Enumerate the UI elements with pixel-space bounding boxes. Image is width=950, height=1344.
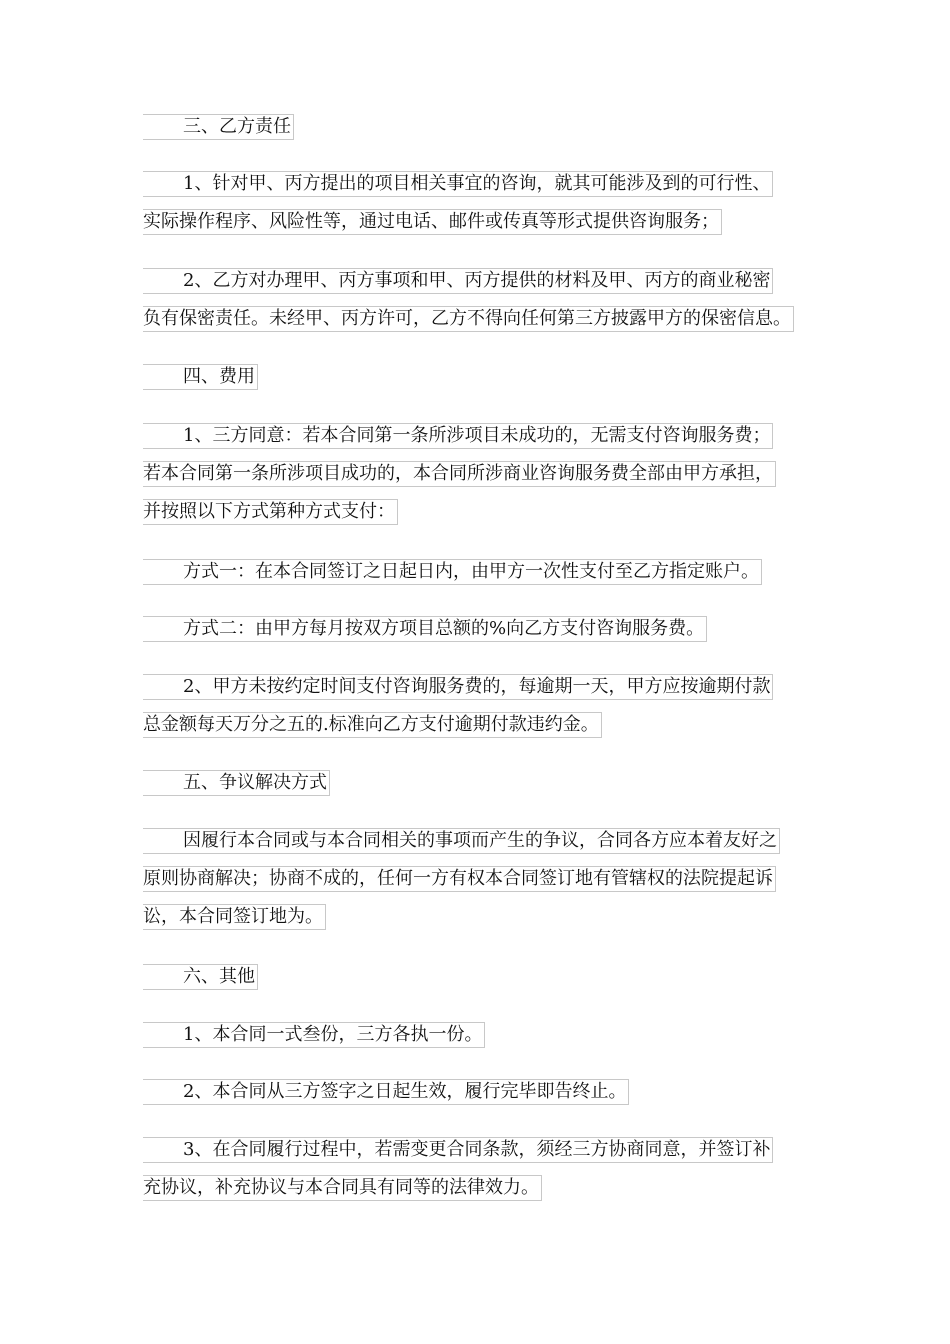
paragraph-line: 1、三方同意：若本合同第一条所涉项目未成功的，无需支付咨询服务费； <box>143 423 773 449</box>
paragraph-line: 负有保密责任。未经甲、丙方许可，乙方不得向任何第三方披露甲方的保密信息。 <box>143 306 794 332</box>
heading-party-b-responsibility <box>143 108 823 146</box>
paragraph-dispute <box>143 822 823 936</box>
paragraph-payment-method-2 <box>143 610 823 648</box>
paragraph-other-2 <box>143 1073 823 1111</box>
paragraph-fees-1 <box>143 417 823 531</box>
paragraph-line: 四、费用 <box>143 364 258 390</box>
paragraph-line: 方式一：在本合同签订之日起日内，由甲方一次性支付至乙方指定账户。 <box>143 559 762 585</box>
paragraph-line: 2、甲方未按约定时间支付咨询服务费的，每逾期一天，甲方应按逾期付款 <box>143 674 773 700</box>
paragraph-line: 1、本合同一式叁份，三方各执一份。 <box>143 1022 485 1048</box>
heading-fees <box>143 358 823 396</box>
paragraph-line: 充协议，补充协议与本合同具有同等的法律效力。 <box>143 1175 542 1201</box>
paragraph-line: 总金额每天万分之五的.标准向乙方支付逾期付款违约金。 <box>143 712 602 738</box>
paragraph-line: 五、争议解决方式 <box>143 770 330 796</box>
paragraph-b-1 <box>143 165 823 241</box>
paragraph-line: 因履行本合同或与本合同相关的事项而产生的争议，合同各方应本着友好之 <box>143 828 780 854</box>
paragraph-other-3 <box>143 1131 823 1207</box>
paragraph-line: 实际操作程序、风险性等，通过电话、邮件或传真等形式提供咨询服务； <box>143 209 722 235</box>
paragraph-line: 讼，本合同签订地为。 <box>143 904 326 930</box>
paragraph-payment-method-1 <box>143 553 823 591</box>
paragraph-line: 方式二：由甲方每月按双方项目总额的%向乙方支付咨询服务费。 <box>143 616 707 642</box>
paragraph-line: 原则协商解决；协商不成的，任何一方有权本合同签订地有管辖权的法院提起诉 <box>143 866 776 892</box>
heading-dispute-resolution <box>143 764 823 802</box>
paragraph-line: 并按照以下方式第种方式支付： <box>143 499 398 525</box>
paragraph-line: 1、针对甲、丙方提出的项目相关事宜的咨询，就其可能涉及到的可行性、 <box>143 171 773 197</box>
paragraph-line: 2、本合同从三方签字之日起生效，履行完毕即告终止。 <box>143 1079 629 1105</box>
paragraph-line: 三、乙方责任 <box>143 114 294 140</box>
heading-other <box>143 958 823 996</box>
paragraph-line: 六、其他 <box>143 964 258 990</box>
paragraph-b-2 <box>143 262 823 338</box>
paragraph-line: 若本合同第一条所涉项目成功的，本合同所涉商业咨询服务费全部由甲方承担， <box>143 461 776 487</box>
paragraph-line: 3、在合同履行过程中，若需变更合同条款，须经三方协商同意，并签订补 <box>143 1137 773 1163</box>
paragraph-line: 2、乙方对办理甲、丙方事项和甲、丙方提供的材料及甲、丙方的商业秘密 <box>143 268 773 294</box>
paragraph-fees-2 <box>143 668 823 744</box>
paragraph-other-1 <box>143 1016 823 1054</box>
